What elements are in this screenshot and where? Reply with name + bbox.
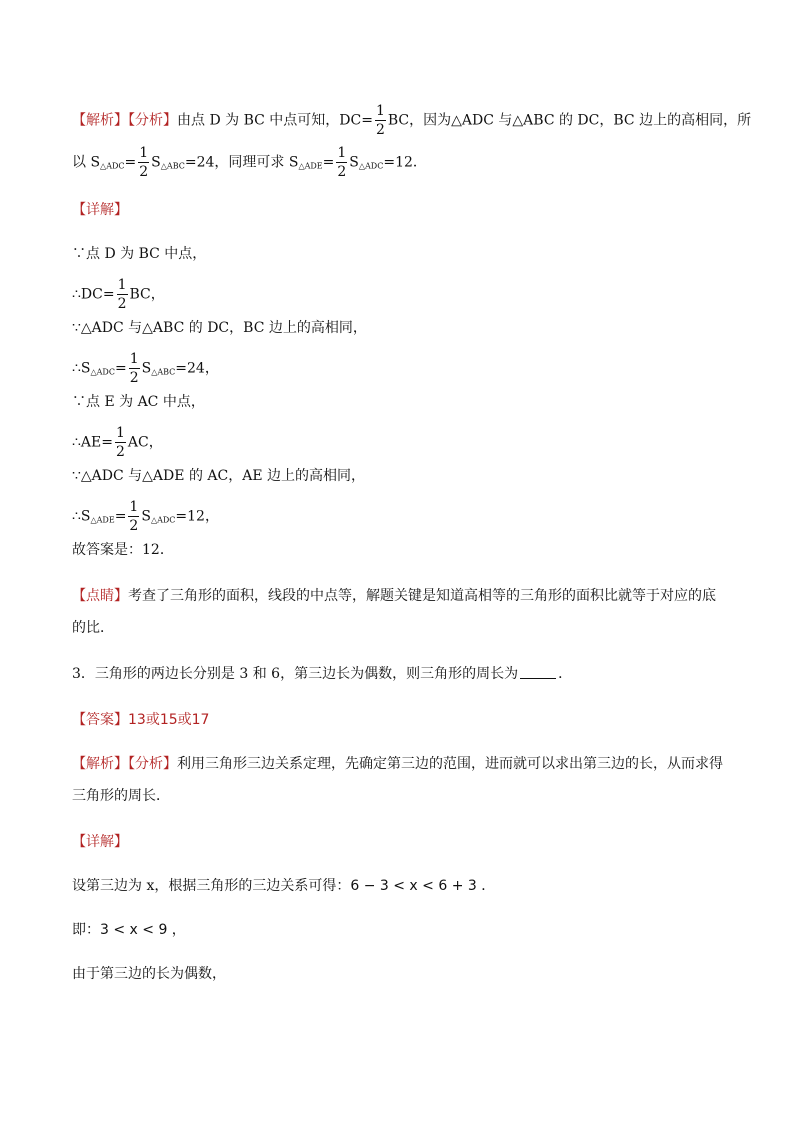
fraction-half: $\frac{1}{2}$ xyxy=(337,145,347,180)
detail-line: ∴AE= $\frac{1}{2}$ AC， xyxy=(72,425,163,460)
detail-line: ∵点 E 为 AC 中点， xyxy=(72,394,205,410)
analysis-text-b: BC，因为△ADC 与△ABC 的 DC，BC 边上的高相同，所 xyxy=(387,112,752,129)
answer-blank xyxy=(520,666,556,679)
analysis-line-1 xyxy=(72,104,751,137)
detail-line: $\therefore S_{\triangle ADC}=$ $\frac{1}{2}$ $S_{\triangle ABC}=24$， xyxy=(72,351,219,386)
analysis-tags: 【解析】【分析】 xyxy=(72,112,177,129)
detail-line: 即：3 < x < 9 ， xyxy=(72,922,186,938)
detail-tag: 【详解】 xyxy=(72,202,128,218)
comment-tag: 【点睛】 xyxy=(72,588,128,604)
comment-line-1: 【点睛】考查了三角形的面积，线段的中点等，解题关键是知道高相等的三角形的面积比就等于对应的底 xyxy=(72,588,716,604)
answer-tag: 【答案】 xyxy=(72,712,128,728)
analysis-3-line-2: 三角形的周长． xyxy=(72,788,170,804)
detail-line: ∵△ADC 与△ABC 的 DC，BC 边上的高相同， xyxy=(72,320,367,336)
detail-line: $\therefore S_{\triangle ADE}=$ $\frac{1}{2}$ $S_{\triangle ADC}=12$， xyxy=(72,499,219,534)
comment-line-2: 的比． xyxy=(72,620,114,636)
fraction-half: $\frac{1}{2}$ xyxy=(375,103,385,138)
detail-line: ∴DC= $\frac{1}{2}$ BC， xyxy=(72,277,165,312)
detail-line: ∵△ADC 与△ADE 的 AC，AE 边上的高相同， xyxy=(72,468,365,484)
detail-tag: 【详解】 xyxy=(72,834,128,850)
analysis-text-a: 由点 D 为 BC 中点可知，DC= xyxy=(177,112,373,129)
detail-line: 设第三边为 x，根据三角形的三边关系可得：6 − 3 < x < 6 + 3 ． xyxy=(72,878,496,894)
analysis-3-line-1: 【解析】【分析】利用三角形三边关系定理，先确定第三边的范围，进而就可以求出第三边的长，从而求得 xyxy=(72,756,723,772)
analysis-line-2: 以 $S_{\triangle ADC}=$ $\frac{1}{2}$ $S_{\triangle ABC}=24$，同理可求 $S_{\triangle ADE}=$ $\frac{1}{2}$ $S_{\triangle ADC}=12$． xyxy=(72,145,427,180)
fraction-half: $\frac{1}{2}$ xyxy=(129,499,139,534)
fraction-half: $\frac{1}{2}$ xyxy=(115,425,125,460)
answer-line xyxy=(72,710,209,730)
detail-line: 由于第三边的长为偶数， xyxy=(72,966,226,982)
analysis-tags: 【解析】【分析】 xyxy=(72,756,177,772)
question-3: 3．三角形的两边长分别是 3 和 6，第三边长为偶数，则三角形的周长为 ． xyxy=(72,666,573,682)
detail-line: 故答案是：12． xyxy=(72,542,174,558)
fraction-half: $\frac{1}{2}$ xyxy=(139,145,149,180)
detail-line: ∵点 D 为 BC 中点， xyxy=(72,246,207,262)
answer-text: 13或15或17 xyxy=(128,712,210,728)
fraction-half: $\frac{1}{2}$ xyxy=(129,351,139,386)
fraction-half: $\frac{1}{2}$ xyxy=(117,277,127,312)
